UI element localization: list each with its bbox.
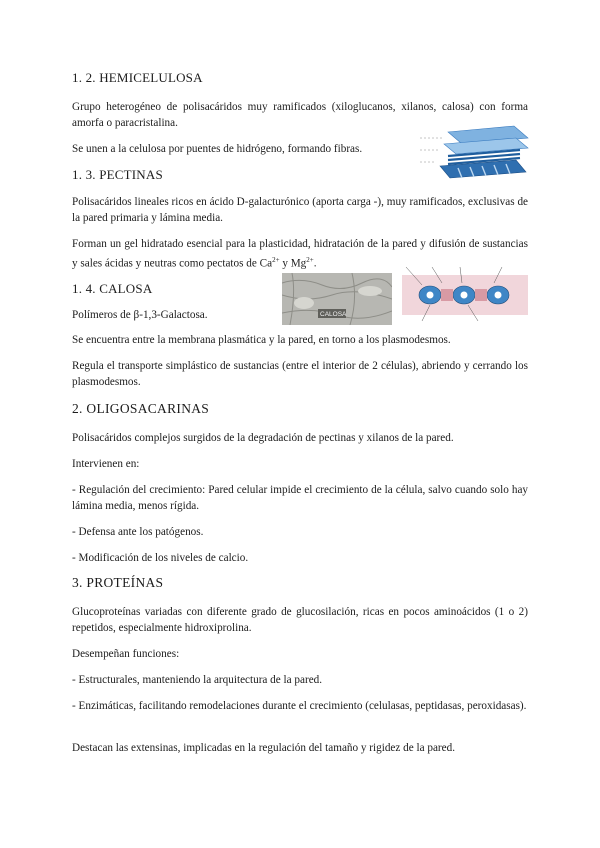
calosa-micrograph [282, 273, 392, 325]
calosa-figure-label: CALOSA [320, 311, 347, 318]
hemicelulosa-paragraph-2: Se unen a la celulosa por puentes de hidrógeno, formando fibras. [72, 143, 363, 155]
dashed-guide-lines [420, 138, 442, 162]
heading-hemicelulosa: 1. 2. HEMICELULOSA [72, 70, 203, 85]
proteinas-paragraph-3: Destacan las extensinas, implicadas en la regulación del tamaño y rigidez de la pared. [72, 742, 456, 754]
pectinas-p2-sup-ca: 2+ [272, 256, 280, 264]
heading-calosa: 1. 4. CALOSA [72, 281, 153, 296]
calosa-paragraph-2: Se encuentra entre la membrana plasmática y la pared, en torno a los plasmodesmos. [72, 334, 451, 346]
middle-layer [444, 138, 528, 154]
pectinas-p2-text: Forman un gel hidratado esencial para la plasticidad, hidratación de la pared y difusión de sustancias y sales ácidas y neutras como pectatos de Ca [72, 238, 528, 270]
cell-wall-diagram [418, 124, 530, 186]
oligosacarinas-item-3: - Modificación de los niveles de calcio. [72, 552, 249, 564]
oligosacarinas-item-2: - Defensa ante los patógenos. [72, 526, 204, 538]
calosa-paragraph-1: Polímeros de β-1,3-Galactosa. [72, 309, 208, 321]
heading-proteinas: 3. PROTEÍNAS [72, 575, 164, 590]
hemicelulosa-paragraph-1: Grupo heterogéneo de polisacáridos muy ramificados (xiloglucanos, xilanos, calosa) con forma amorfa o paracristalina. [72, 101, 528, 129]
pectinas-p2-sup-mg: 2+ [306, 256, 314, 264]
oligosacarinas-paragraph-1: Polisacáridos complejos surgidos de la degradación de pectinas y xilanos de la pared. [72, 432, 454, 444]
calosa-paragraph-3: Regula el transporte simplástico de sustancias (entre el interior de 2 células), abriendo y cerrando los plasmodesmos. [72, 360, 528, 388]
proteinas-paragraph-2: Desempeñan funciones: [72, 648, 180, 660]
pectinas-p2-end: . [313, 257, 317, 270]
pectinas-p2-mid: y Mg [279, 257, 307, 270]
heading-oligosacarinas: 2. OLIGOSACARINAS [72, 401, 210, 416]
oligosacarinas-item-1: - Regulación del crecimiento: Pared celular impide el crecimiento de la célula, salvo cuando solo hay lámina media, menos rígida. [72, 484, 528, 512]
proteinas-item-1: - Estructurales, manteniendo la arquitectura de la pared. [72, 674, 323, 686]
proteinas-paragraph-1: Glucoproteínas variadas con diferente grado de glucosilación, ricas en pocos aminoácidos (1 o 2) repetidos, especialmente hidroxiprolina. [72, 606, 528, 634]
oligosacarinas-paragraph-2: Intervienen en: [72, 458, 140, 470]
plasmodesma-diagram [402, 263, 528, 325]
pectinas-paragraph-1: Polisacáridos lineales ricos en ácido D-galacturónico (aporta carga -), muy ramificados, exclusivas de la pared primaria y lámina media. [72, 196, 528, 224]
heading-pectinas: 1. 3. PECTINAS [72, 167, 163, 182]
proteinas-item-2: - Enzimáticas, facilitando remodelaciones durante el crecimiento (celulasas, peptidasas, peroxidasas). [72, 700, 527, 712]
